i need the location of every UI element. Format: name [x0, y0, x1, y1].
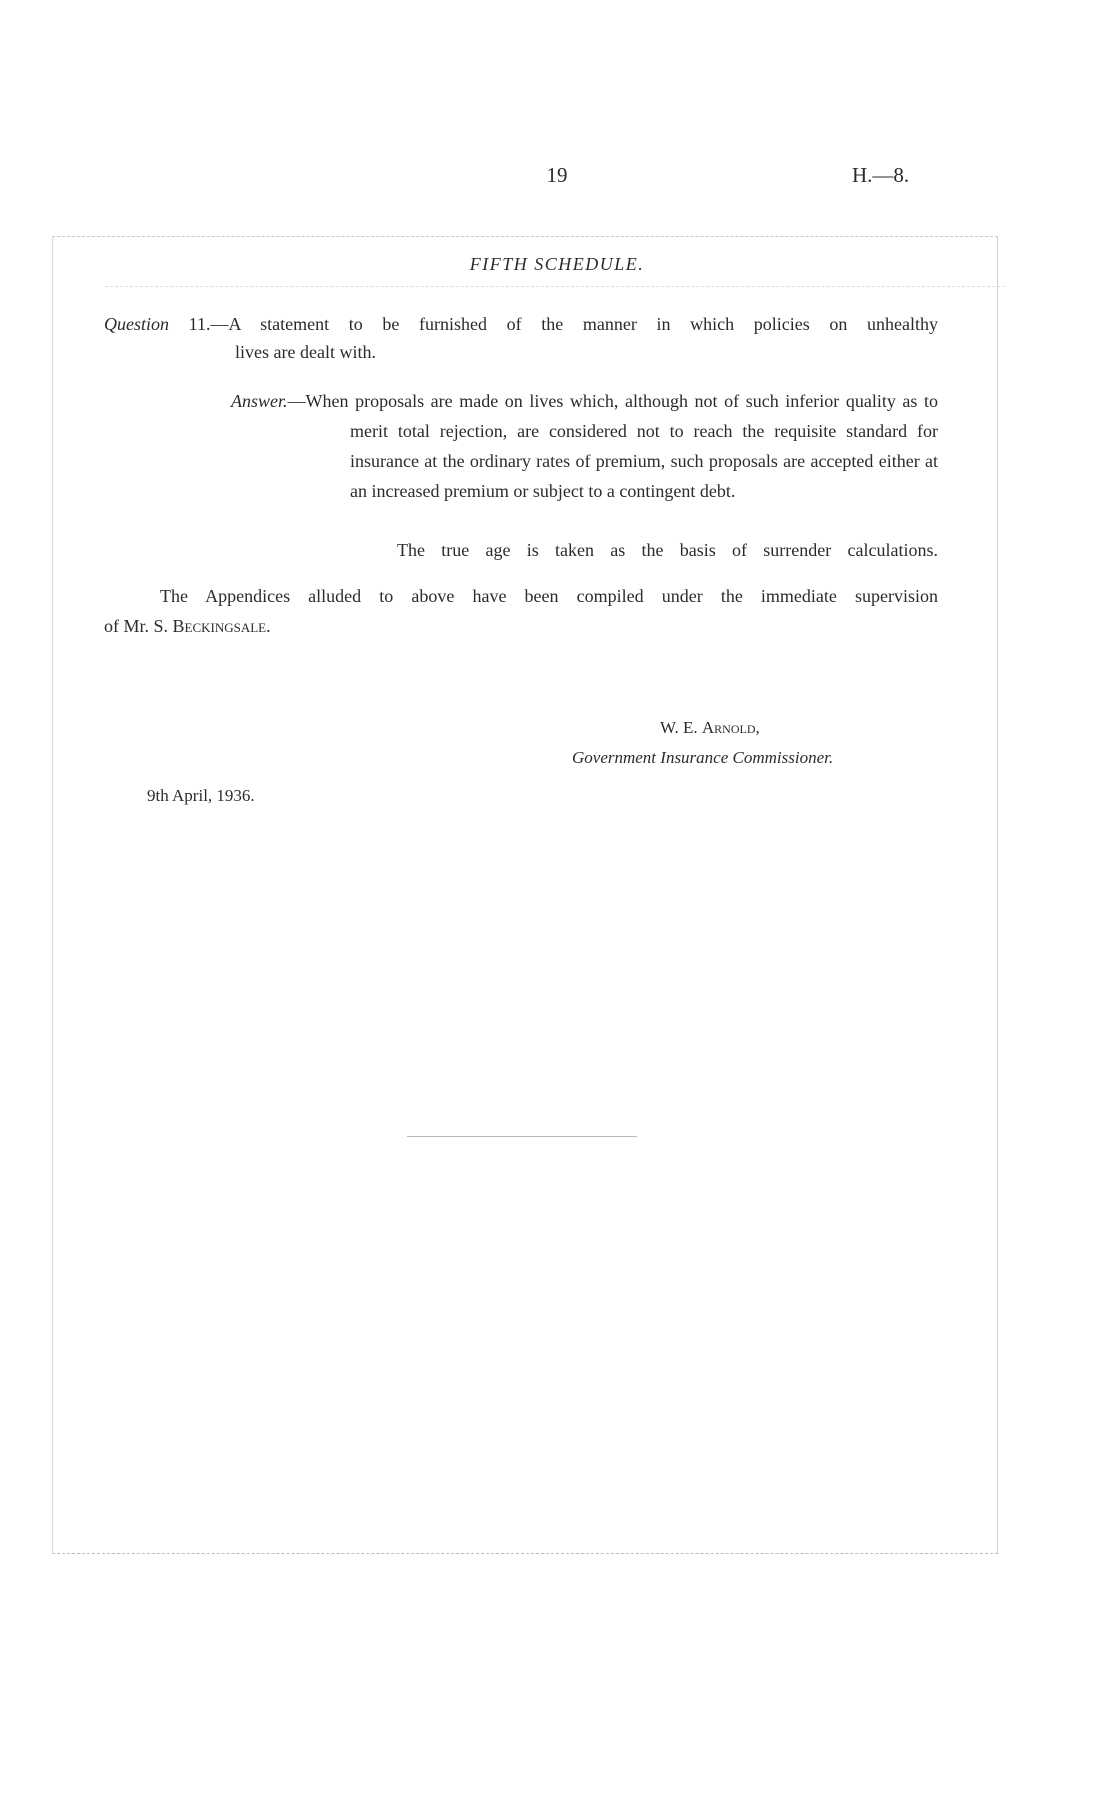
title-rule — [105, 286, 1005, 287]
question-text: 11.—A statement to be furnished of the manner in which policies on unhealthy — [169, 314, 938, 334]
signature-title: Government Insurance Commissioner. — [572, 748, 834, 767]
signature-suffix: , — [755, 718, 760, 737]
end-rule — [407, 1136, 637, 1137]
signature-surname: Arnold — [701, 718, 756, 737]
answer-text: —When proposals are made on lives which, although not of such inferior quality as to merit total rejection, are considered not to reach the requisite standard for insurance at the ordinary rates of premium, such proposals are accepted either at an increased premium or subject to a contingent debt. — [287, 391, 938, 501]
true-age-note: The true age is taken as the basis of surrender calculations. — [397, 540, 938, 560]
appendices-line-2 — [104, 616, 271, 637]
appendices-line-1: The Appendices alluded to above have been compiled under the immediate supervision — [160, 586, 938, 606]
appendices-prefix: of Mr. S. — [104, 616, 173, 636]
schedule-title: FIFTH SCHEDULE. — [469, 254, 645, 274]
appendices-suffix: . — [266, 616, 271, 636]
document-reference: H.—8. — [852, 163, 910, 187]
signature-name — [660, 718, 760, 738]
signature-initials: W. E. — [660, 718, 702, 737]
question-line-1 — [104, 314, 938, 335]
document-date: 9th April, 1936. — [147, 786, 255, 805]
answer-paragraph — [231, 386, 938, 506]
question-label: Question — [104, 314, 169, 334]
supervisor-name: Beckingsale — [172, 616, 267, 636]
question-line-2: lives are dealt with. — [235, 342, 376, 362]
page-number: 19 — [546, 163, 568, 187]
answer-label: Answer. — [231, 391, 288, 411]
